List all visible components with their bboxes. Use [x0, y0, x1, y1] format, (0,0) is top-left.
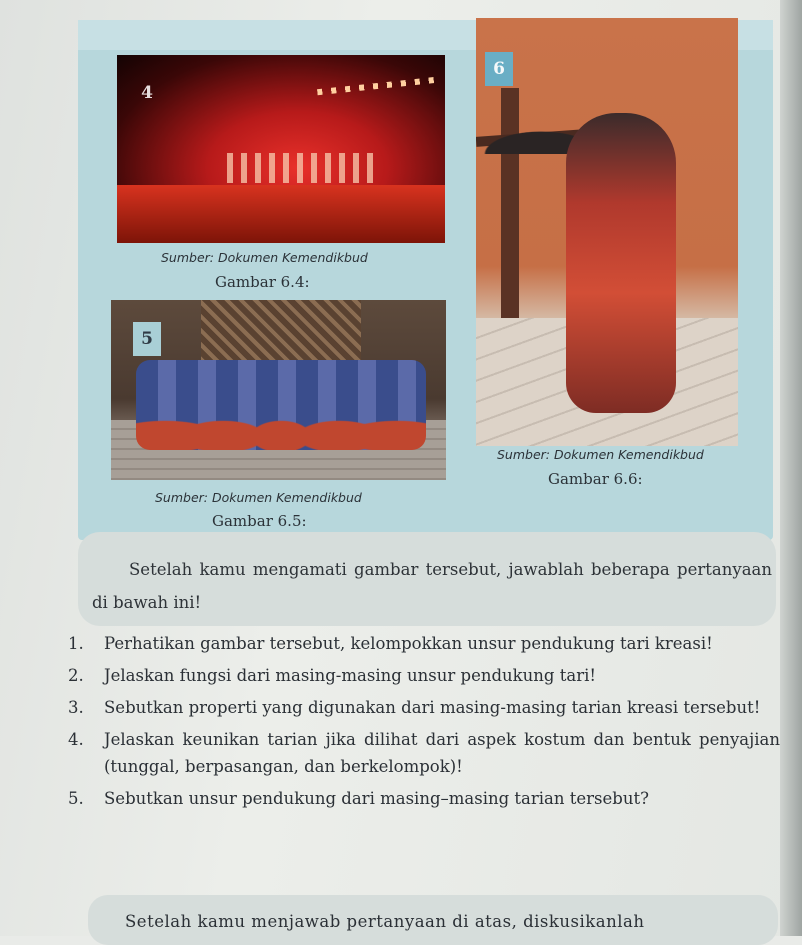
wooden-pole [501, 88, 519, 318]
question-item [68, 630, 780, 657]
figure-6-6-source: Sumber: Dokumen Kemendikbud [497, 447, 704, 462]
question-text: Sebutkan unsur pendukung dari masing–masing tarian tersebut? [104, 789, 649, 808]
figure-6-4-source: Sumber: Dokumen Kemendikbud [161, 250, 368, 265]
question-text: Perhatikan gambar tersebut, kelompokkan unsur pendukung tari kreasi! [104, 634, 713, 653]
question-text: Jelaskan fungsi dari masing-masing unsur pendukung tari! [104, 666, 596, 685]
instruction-text: Setelah kamu mengamati gambar tersebut, jawablah beberapa pertanyaan di bawah ini! [92, 560, 772, 612]
question-item [68, 726, 780, 780]
dancers-group [227, 153, 377, 183]
question-text: Sebutkan properti yang digunakan dari masing-masing tarian kreasi tersebut! [104, 698, 761, 717]
figure-number-6: 6 [485, 52, 513, 86]
photo-seated-group-dance [111, 300, 446, 480]
figure-6-6-caption: Gambar 6.6: [548, 470, 643, 488]
figure-6-5-source: Sumber: Dokumen Kemendikbud [155, 490, 362, 505]
stage-lights [317, 77, 437, 96]
question-text: Jelaskan keunikan tarian jika dilihat dari aspek kostum dan bentuk penyajian (tunggal, berpasangan, dan berkelompok)! [104, 730, 780, 776]
figure-number-4: 4 [141, 83, 153, 103]
question-number: 1. [68, 634, 84, 653]
figure-number-5: 5 [133, 322, 161, 356]
stage-floor [117, 185, 445, 243]
question-list [68, 630, 780, 817]
question-number: 2. [68, 666, 84, 685]
photo-dance-stage-performance [117, 55, 445, 243]
question-number: 5. [68, 789, 84, 808]
figure-6-4-caption: Gambar 6.4: [215, 273, 310, 291]
photo-solo-dancer-umbrella [476, 18, 738, 446]
discussion-text: Setelah kamu menjawab pertanyaan di atas, diskusikanlah [125, 912, 645, 931]
seated-dancers [136, 360, 426, 450]
question-item [68, 662, 780, 689]
question-item [68, 694, 780, 721]
solo-dancer [566, 113, 676, 413]
page-edge [780, 0, 802, 936]
question-number: 3. [68, 698, 84, 717]
figure-6-5-caption: Gambar 6.5: [212, 512, 307, 530]
question-number: 4. [68, 730, 84, 749]
question-item [68, 785, 780, 812]
